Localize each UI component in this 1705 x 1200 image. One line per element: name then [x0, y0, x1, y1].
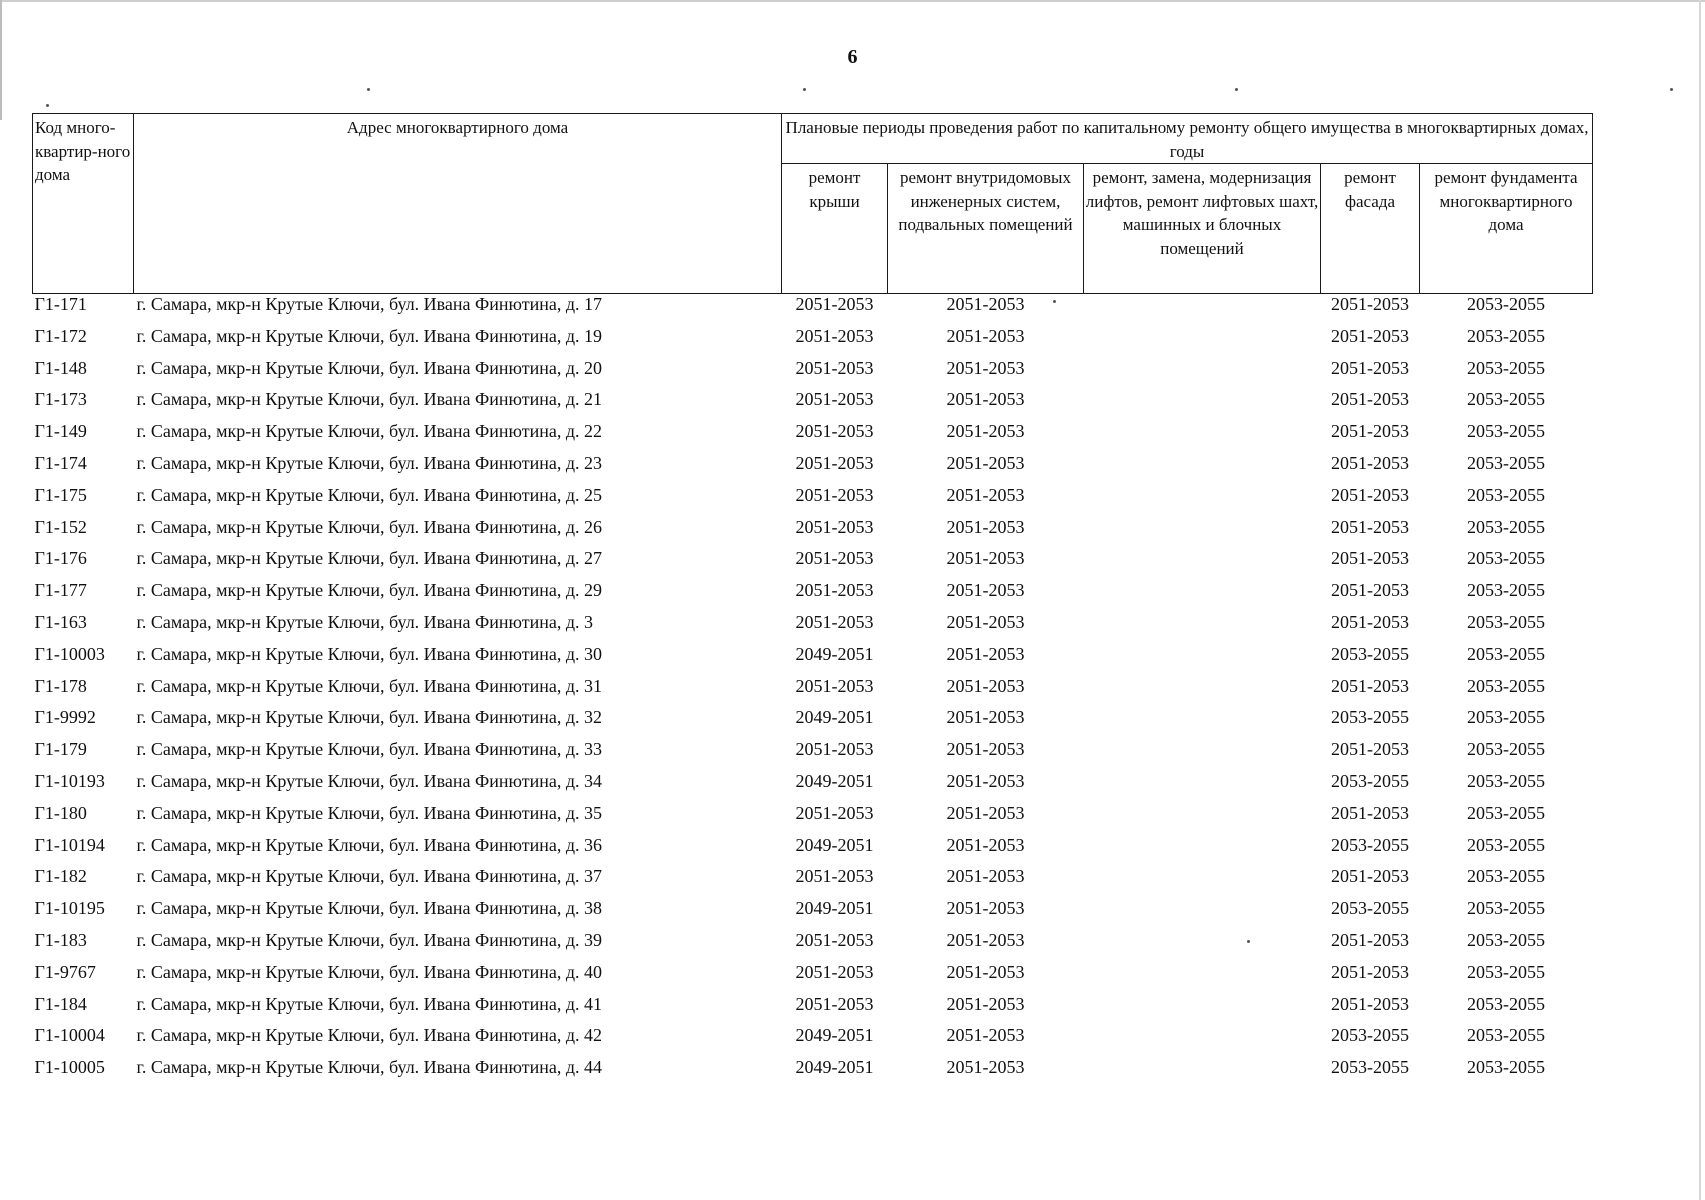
table-row [33, 930, 1593, 962]
table-row [33, 707, 1593, 739]
engineering-period-cell: 2051-2053 [946, 1057, 1025, 1078]
header-address: Адрес многоквартирного дома [134, 114, 782, 294]
engineering-period-cell: 2051-2053 [946, 421, 1025, 442]
lifts-period-cell [1084, 1057, 1321, 1089]
address-cell: г. Самара, мкр-н Крутые Ключи, бул. Ивана Финютина, д. 22 [136, 421, 603, 442]
house-code-cell: Г1-173 [34, 389, 87, 410]
foundation-period-cell: 2053-2055 [1467, 421, 1546, 442]
roof-period-cell: 2049-2051 [795, 898, 874, 919]
address-cell: г. Самара, мкр-н Крутые Ключи, бул. Ивана Финютина, д. 33 [136, 739, 603, 760]
lifts-period-cell [1084, 548, 1321, 580]
roof-period-cell: 2049-2051 [795, 1057, 874, 1078]
lifts-period-cell [1084, 612, 1321, 644]
house-code-cell: Г1-178 [34, 675, 87, 696]
lifts-period-cell [1084, 517, 1321, 549]
table-row [33, 517, 1593, 549]
foundation-period-cell: 2053-2055 [1467, 1057, 1546, 1078]
header-facade: ремонт фасада [1321, 164, 1420, 294]
lifts-period-cell [1084, 421, 1321, 453]
lifts-period-cell [1084, 866, 1321, 898]
scan-speck [1235, 88, 1238, 91]
foundation-period-cell: 2053-2055 [1467, 898, 1546, 919]
facade-period-cell: 2051-2053 [1331, 484, 1409, 505]
foundation-period-cell: 2053-2055 [1467, 961, 1546, 982]
foundation-period-cell: 2053-2055 [1467, 707, 1546, 728]
lifts-period-cell [1084, 898, 1321, 930]
roof-period-cell: 2051-2053 [795, 357, 874, 378]
address-cell: г. Самара, мкр-н Крутые Ключи, бул. Ивана Финютина, д. 34 [136, 770, 603, 791]
address-cell: г. Самара, мкр-н Крутые Ключи, бул. Ивана Финютина, д. 37 [136, 866, 603, 887]
roof-period-cell: 2051-2053 [795, 993, 874, 1014]
house-code-cell: Г1-10195 [34, 898, 105, 919]
table-row [33, 676, 1593, 708]
facade-period-cell: 2053-2055 [1331, 1025, 1409, 1046]
house-code-cell: Г1-171 [34, 294, 87, 314]
engineering-period-cell: 2051-2053 [946, 675, 1025, 696]
roof-period-cell: 2051-2053 [795, 421, 874, 442]
address-cell: г. Самара, мкр-н Крутые Ключи, бул. Ивана Финютина, д. 38 [136, 898, 603, 919]
table-row [33, 994, 1593, 1026]
facade-period-cell: 2051-2053 [1331, 389, 1409, 410]
lifts-period-cell [1084, 994, 1321, 1026]
house-code-cell: Г1-182 [34, 866, 87, 887]
header-periods-group: Плановые периоды проведения работ по капитальному ремонту общего имущества в многоквартирных домах, годы [782, 114, 1593, 164]
engineering-period-cell: 2051-2053 [946, 516, 1025, 537]
foundation-period-cell: 2053-2055 [1467, 802, 1546, 823]
roof-period-cell: 2051-2053 [795, 675, 874, 696]
engineering-period-cell: 2051-2053 [946, 389, 1025, 410]
address-cell: г. Самара, мкр-н Крутые Ключи, бул. Ивана Финютина, д. 42 [136, 1025, 603, 1046]
engineering-period-cell: 2051-2053 [946, 452, 1025, 473]
address-cell: г. Самара, мкр-н Крутые Ключи, бул. Ивана Финютина, д. 25 [136, 484, 603, 505]
facade-period-cell: 2051-2053 [1331, 357, 1409, 378]
table-row [33, 453, 1593, 485]
scan-speck [367, 88, 370, 91]
facade-period-cell: 2053-2055 [1331, 834, 1409, 855]
foundation-period-cell: 2053-2055 [1467, 389, 1546, 410]
roof-period-cell: 2051-2053 [795, 929, 874, 950]
foundation-period-cell: 2053-2055 [1467, 357, 1546, 378]
facade-period-cell: 2053-2055 [1331, 898, 1409, 919]
engineering-period-cell: 2051-2053 [946, 770, 1025, 791]
roof-period-cell: 2049-2051 [795, 770, 874, 791]
lifts-period-cell [1084, 326, 1321, 358]
engineering-period-cell: 2051-2053 [946, 357, 1025, 378]
house-code-cell: Г1-10194 [34, 834, 105, 855]
lifts-period-cell [1084, 930, 1321, 962]
roof-period-cell: 2051-2053 [795, 294, 874, 314]
engineering-period-cell: 2051-2053 [946, 834, 1025, 855]
scan-speck [46, 104, 49, 107]
house-code-cell: Г1-175 [34, 484, 87, 505]
engineering-period-cell: 2051-2053 [946, 898, 1025, 919]
table-row [33, 866, 1593, 898]
address-cell: г. Самара, мкр-н Крутые Ключи, бул. Ивана Финютина, д. 29 [136, 580, 603, 601]
engineering-period-cell: 2051-2053 [946, 961, 1025, 982]
foundation-period-cell: 2053-2055 [1467, 739, 1546, 760]
table-row [33, 421, 1593, 453]
table-row [33, 612, 1593, 644]
header-foundation: ремонт фундамента многоквартирного дома [1420, 164, 1593, 294]
table-row [33, 898, 1593, 930]
table-header [33, 114, 1593, 294]
lifts-period-cell [1084, 1025, 1321, 1057]
lifts-period-cell [1084, 389, 1321, 421]
roof-period-cell: 2051-2053 [795, 802, 874, 823]
address-cell: г. Самара, мкр-н Крутые Ключи, бул. Ивана Финютина, д. 21 [136, 389, 603, 410]
engineering-period-cell: 2051-2053 [946, 325, 1025, 346]
address-cell: г. Самара, мкр-н Крутые Ключи, бул. Ивана Финютина, д. 31 [136, 675, 603, 696]
roof-period-cell: 2049-2051 [795, 707, 874, 728]
foundation-period-cell: 2053-2055 [1467, 770, 1546, 791]
engineering-period-cell: 2051-2053 [946, 611, 1025, 632]
house-code-cell: Г1-177 [34, 580, 87, 601]
foundation-period-cell: 2053-2055 [1467, 452, 1546, 473]
table-row [33, 771, 1593, 803]
address-cell: г. Самара, мкр-н Крутые Ключи, бул. Ивана Финютина, д. 32 [136, 707, 603, 728]
table-row [33, 962, 1593, 994]
address-cell: г. Самара, мкр-н Крутые Ключи, бул. Ивана Финютина, д. 41 [136, 993, 603, 1014]
table-row [33, 326, 1593, 358]
roof-period-cell: 2051-2053 [795, 611, 874, 632]
lifts-period-cell [1084, 707, 1321, 739]
scan-speck [1670, 88, 1673, 91]
roof-period-cell: 2049-2051 [795, 643, 874, 664]
lifts-period-cell [1084, 580, 1321, 612]
header-lifts: ремонт, замена, модернизация лифтов, ремонт лифтовых шахт, машинных и блочных помещений [1084, 164, 1321, 294]
facade-period-cell: 2051-2053 [1331, 421, 1409, 442]
house-code-cell: Г1-149 [34, 421, 87, 442]
house-code-cell: Г1-174 [34, 452, 87, 473]
foundation-period-cell: 2053-2055 [1467, 866, 1546, 887]
foundation-period-cell: 2053-2055 [1467, 834, 1546, 855]
facade-period-cell: 2051-2053 [1331, 993, 1409, 1014]
facade-period-cell: 2051-2053 [1331, 802, 1409, 823]
address-cell: г. Самара, мкр-н Крутые Ключи, бул. Ивана Финютина, д. 39 [136, 929, 603, 950]
address-cell: г. Самара, мкр-н Крутые Ключи, бул. Ивана Финютина, д. 23 [136, 452, 603, 473]
lifts-period-cell [1084, 485, 1321, 517]
foundation-period-cell: 2053-2055 [1467, 1025, 1546, 1046]
foundation-period-cell: 2053-2055 [1467, 675, 1546, 696]
repair-schedule-table [32, 113, 1593, 1089]
engineering-period-cell: 2051-2053 [946, 739, 1025, 760]
facade-period-cell: 2053-2055 [1331, 707, 1409, 728]
roof-period-cell: 2051-2053 [795, 516, 874, 537]
table-row [33, 294, 1593, 326]
address-cell: г. Самара, мкр-н Крутые Ключи, бул. Ивана Финютина, д. 30 [136, 643, 603, 664]
house-code-cell: Г1-179 [34, 739, 87, 760]
lifts-period-cell [1084, 676, 1321, 708]
address-cell: г. Самара, мкр-н Крутые Ключи, бул. Ивана Финютина, д. 40 [136, 961, 603, 982]
address-cell: г. Самара, мкр-н Крутые Ключи, бул. Ивана Финютина, д. 36 [136, 834, 603, 855]
facade-period-cell: 2051-2053 [1331, 739, 1409, 760]
table-row [33, 835, 1593, 867]
facade-period-cell: 2051-2053 [1331, 548, 1409, 569]
table-row [33, 548, 1593, 580]
engineering-period-cell: 2051-2053 [946, 707, 1025, 728]
facade-period-cell: 2053-2055 [1331, 1057, 1409, 1078]
table-row [33, 389, 1593, 421]
facade-period-cell: 2051-2053 [1331, 611, 1409, 632]
engineering-period-cell: 2051-2053 [946, 643, 1025, 664]
house-code-cell: Г1-180 [34, 802, 87, 823]
address-cell: г. Самара, мкр-н Крутые Ключи, бул. Ивана Финютина, д. 19 [136, 325, 603, 346]
address-cell: г. Самара, мкр-н Крутые Ключи, бул. Ивана Финютина, д. 3 [136, 611, 594, 632]
address-cell: г. Самара, мкр-н Крутые Ключи, бул. Ивана Финютина, д. 44 [136, 1057, 603, 1078]
lifts-period-cell [1084, 358, 1321, 390]
address-cell: г. Самара, мкр-н Крутые Ключи, бул. Ивана Финютина, д. 35 [136, 802, 603, 823]
address-cell: г. Самара, мкр-н Крутые Ключи, бул. Ивана Финютина, д. 20 [136, 357, 603, 378]
house-code-cell: Г1-10193 [34, 770, 105, 791]
facade-period-cell: 2053-2055 [1331, 770, 1409, 791]
lifts-period-cell [1084, 962, 1321, 994]
engineering-period-cell: 2051-2053 [946, 802, 1025, 823]
foundation-period-cell: 2053-2055 [1467, 929, 1546, 950]
lifts-period-cell [1084, 803, 1321, 835]
table-row [33, 803, 1593, 835]
facade-period-cell: 2051-2053 [1331, 452, 1409, 473]
facade-period-cell: 2051-2053 [1331, 294, 1409, 314]
facade-period-cell: 2051-2053 [1331, 961, 1409, 982]
foundation-period-cell: 2053-2055 [1467, 993, 1546, 1014]
roof-period-cell: 2051-2053 [795, 548, 874, 569]
foundation-period-cell: 2053-2055 [1467, 611, 1546, 632]
table-row [33, 739, 1593, 771]
engineering-period-cell: 2051-2053 [946, 866, 1025, 887]
foundation-period-cell: 2053-2055 [1467, 643, 1546, 664]
foundation-period-cell: 2053-2055 [1467, 325, 1546, 346]
foundation-period-cell: 2053-2055 [1467, 294, 1546, 314]
roof-period-cell: 2051-2053 [795, 866, 874, 887]
foundation-period-cell: 2053-2055 [1467, 580, 1546, 601]
roof-period-cell: 2051-2053 [795, 580, 874, 601]
table-row [33, 644, 1593, 676]
lifts-period-cell [1084, 739, 1321, 771]
house-code-cell: Г1-10003 [34, 643, 105, 664]
table-row [33, 1057, 1593, 1089]
engineering-period-cell: 2051-2053 [946, 993, 1025, 1014]
house-code-cell: Г1-176 [34, 548, 87, 569]
roof-period-cell: 2051-2053 [795, 325, 874, 346]
engineering-period-cell: 2051-2053 [946, 294, 1025, 314]
facade-period-cell: 2051-2053 [1331, 675, 1409, 696]
header-code: Код много-квартир-ного дома [33, 114, 134, 294]
lifts-period-cell [1084, 771, 1321, 803]
address-cell: г. Самара, мкр-н Крутые Ключи, бул. Ивана Финютина, д. 17 [136, 294, 603, 314]
page-number: 6 [847, 46, 858, 68]
engineering-period-cell: 2051-2053 [946, 1025, 1025, 1046]
document-sheet [32, 113, 1592, 1089]
table-row [33, 1025, 1593, 1057]
roof-period-cell: 2051-2053 [795, 739, 874, 760]
roof-period-cell: 2051-2053 [795, 961, 874, 982]
engineering-period-cell: 2051-2053 [946, 580, 1025, 601]
foundation-period-cell: 2053-2055 [1467, 548, 1546, 569]
facade-period-cell: 2051-2053 [1331, 929, 1409, 950]
table-row [33, 358, 1593, 390]
foundation-period-cell: 2053-2055 [1467, 516, 1546, 537]
house-code-cell: Г1-9992 [34, 707, 96, 728]
house-code-cell: Г1-9767 [34, 961, 96, 982]
roof-period-cell: 2049-2051 [795, 1025, 874, 1046]
house-code-cell: Г1-148 [34, 357, 87, 378]
lifts-period-cell [1084, 294, 1321, 326]
scan-speck [803, 88, 806, 91]
house-code-cell: Г1-152 [34, 516, 87, 537]
house-code-cell: Г1-10004 [34, 1025, 105, 1046]
house-code-cell: Г1-183 [34, 929, 87, 950]
header-engineering: ремонт внутридомовых инженерных систем, подвальных помещений [888, 164, 1084, 294]
roof-period-cell: 2051-2053 [795, 389, 874, 410]
table-body [33, 294, 1593, 1089]
facade-period-cell: 2051-2053 [1331, 866, 1409, 887]
roof-period-cell: 2051-2053 [795, 484, 874, 505]
foundation-period-cell: 2053-2055 [1467, 484, 1546, 505]
house-code-cell: Г1-10005 [34, 1057, 105, 1078]
facade-period-cell: 2051-2053 [1331, 325, 1409, 346]
scan-edge-right [1699, 0, 1701, 1200]
address-cell: г. Самара, мкр-н Крутые Ключи, бул. Ивана Финютина, д. 27 [136, 548, 603, 569]
house-code-cell: Г1-163 [34, 611, 87, 632]
house-code-cell: Г1-172 [34, 325, 87, 346]
engineering-period-cell: 2051-2053 [946, 548, 1025, 569]
roof-period-cell: 2049-2051 [795, 834, 874, 855]
house-code-cell: Г1-184 [34, 993, 87, 1014]
facade-period-cell: 2051-2053 [1331, 516, 1409, 537]
address-cell: г. Самара, мкр-н Крутые Ключи, бул. Ивана Финютина, д. 26 [136, 516, 603, 537]
table-row [33, 485, 1593, 517]
engineering-period-cell: 2051-2053 [946, 484, 1025, 505]
facade-period-cell: 2053-2055 [1331, 643, 1409, 664]
table-row [33, 580, 1593, 612]
lifts-period-cell [1084, 835, 1321, 867]
header-roof: ремонт крыши [782, 164, 888, 294]
facade-period-cell: 2051-2053 [1331, 580, 1409, 601]
engineering-period-cell: 2051-2053 [946, 929, 1025, 950]
scan-edge-top [0, 0, 1705, 2]
lifts-period-cell [1084, 453, 1321, 485]
roof-period-cell: 2051-2053 [795, 452, 874, 473]
lifts-period-cell [1084, 644, 1321, 676]
